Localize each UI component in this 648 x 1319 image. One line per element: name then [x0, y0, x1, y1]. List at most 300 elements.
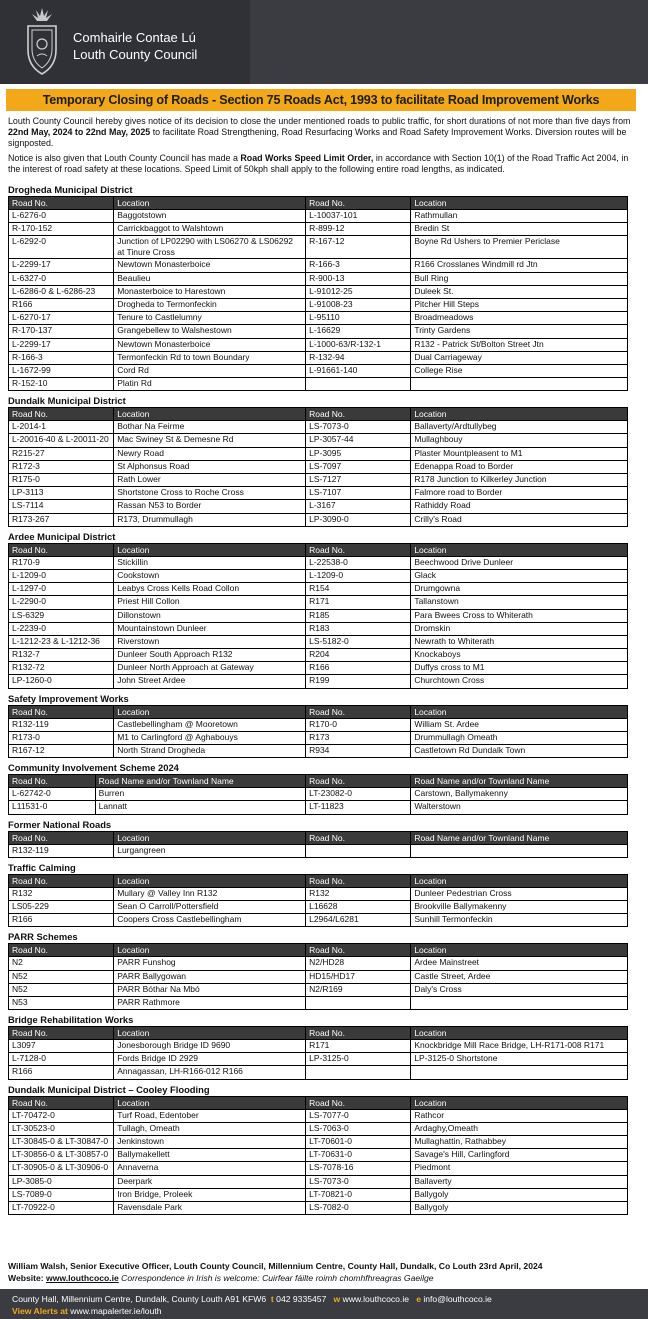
column-header: Road No. — [306, 1027, 411, 1040]
road-number-cell: LT-70922-0 — [9, 1201, 114, 1214]
road-number-cell: R-170-152 — [9, 223, 114, 236]
location-cell: Duleek St. — [411, 285, 628, 298]
table-row — [9, 259, 628, 272]
notice-paragraph-2 — [8, 153, 640, 175]
table-row — [9, 1066, 628, 1079]
table-row — [9, 745, 628, 758]
location-cell: Churchtown Cross — [411, 675, 628, 688]
location-cell: Grangebellew to Walshestown — [114, 325, 306, 338]
road-number-cell: L-6270-17 — [9, 312, 114, 325]
road-number-cell: LS-7078-16 — [306, 1162, 411, 1175]
road-number-cell: R166 — [9, 298, 114, 311]
website-label: Website: — [8, 1272, 44, 1283]
section-title: Dundalk Municipal District – Cooley Flooding — [8, 1083, 210, 1095]
road-number-cell: R173-267 — [9, 513, 114, 526]
location-cell: Pitcher Hill Steps — [411, 298, 628, 311]
road-number-cell: LS-5182-0 — [306, 635, 411, 648]
road-number-cell: L2964/L6281 — [306, 914, 411, 927]
table-row — [9, 983, 628, 996]
road-number-cell: LS-7073-0 — [306, 1175, 411, 1188]
table-row — [9, 1188, 628, 1201]
location-cell: Castle Street, Ardee — [411, 970, 628, 983]
road-number-cell: L-7128-0 — [9, 1053, 114, 1066]
table-row — [9, 957, 628, 970]
web-label: w — [333, 1294, 341, 1304]
column-header: Location — [411, 1027, 628, 1040]
road-number-cell: LS-7097 — [306, 460, 411, 473]
road-table — [8, 943, 628, 1010]
column-header: Road No. — [306, 874, 411, 887]
table-row — [9, 844, 628, 857]
location-cell: Tullagh, Omeath — [114, 1122, 306, 1135]
road-number-cell: L-6327-0 — [9, 272, 114, 285]
road-number-cell: R-152-10 — [9, 378, 114, 391]
location-cell: Rathmullan — [411, 210, 628, 223]
location-cell: LP-3125-0 Shortstone — [411, 1053, 628, 1066]
location-cell: Para Bwees Cross to Whiterath — [411, 609, 628, 622]
table-row — [9, 236, 628, 259]
road-number-cell: L-95110 — [306, 312, 411, 325]
website-link[interactable]: www.louthcoco.ie — [46, 1272, 119, 1283]
speed-limit-order: Road Works Speed Limit Order, — [240, 153, 374, 163]
table-row — [9, 801, 628, 814]
table-row — [9, 788, 628, 801]
road-number-cell: LS-7089-0 — [9, 1188, 114, 1201]
location-cell: Brookville Ballymakenny — [411, 900, 628, 913]
road-number-cell: LP-3095 — [306, 447, 411, 460]
location-cell: Knockaboys — [411, 649, 628, 662]
road-table — [8, 831, 628, 858]
location-cell: Cookstown — [114, 569, 306, 582]
road-number-cell — [306, 1066, 411, 1079]
road-number-cell: R171 — [306, 1040, 411, 1053]
road-table — [8, 407, 628, 527]
location-cell: Lurgangreen — [114, 844, 306, 857]
council-name-irish: Comhairle Contae Lú — [73, 30, 196, 45]
location-cell: College Rise — [411, 364, 628, 377]
column-header: Location — [114, 408, 306, 421]
footer-contact-line — [12, 1294, 492, 1304]
location-cell: Stickillin — [114, 556, 306, 569]
column-header: Road No. — [306, 1096, 411, 1109]
table-row — [9, 900, 628, 913]
notice-dates: 22nd May, 2024 to 22nd May, 2025 — [8, 127, 151, 138]
location-cell: St Alphonsus Road — [114, 460, 306, 473]
road-number-cell: R204 — [306, 649, 411, 662]
footer-address: County Hall, Millennium Centre, Dundalk, County Louth A91 KFW6 — [12, 1294, 267, 1304]
footer-phone[interactable]: 042 9335457 — [276, 1294, 327, 1304]
location-cell: Mountainstown Dunleer — [114, 622, 306, 635]
location-cell: Jenkinstown — [114, 1136, 306, 1149]
table-row — [9, 421, 628, 434]
table-row — [9, 513, 628, 526]
column-header: Road No. — [9, 1027, 114, 1040]
road-number-cell: L-1000-63/R-132-1 — [306, 338, 411, 351]
location-cell: Glack — [411, 569, 628, 582]
road-number-cell: R167-12 — [9, 745, 114, 758]
column-header: Location — [411, 408, 628, 421]
column-header: Location — [411, 705, 628, 718]
table-row — [9, 996, 628, 1009]
road-number-cell — [306, 996, 411, 1009]
location-cell: North Strand Drogheda — [114, 745, 306, 758]
location-cell: Lannatt — [95, 801, 305, 814]
column-header: Road No. — [9, 197, 114, 210]
column-header: Location — [411, 874, 628, 887]
notice-p2-text-a: Notice is also given that Louth County Council has made a — [8, 153, 241, 163]
road-number-cell: L-16629 — [306, 325, 411, 338]
column-header: Location — [114, 1096, 306, 1109]
road-number-cell: LS-7073-0 — [306, 421, 411, 434]
location-cell: Ballygoly — [411, 1201, 628, 1214]
notice-headline: Temporary Closing of Roads - Section 75 Roads Act, 1993 to facilitate Road Improvement Works — [6, 89, 636, 111]
location-cell: Dromskin — [411, 622, 628, 635]
road-number-cell: R215-27 — [9, 447, 114, 460]
location-cell: Carrickbaggot to Walshtown — [114, 223, 306, 236]
road-number-cell: L-6292-0 — [9, 236, 114, 259]
location-cell: Platin Rd — [114, 378, 306, 391]
table-row — [9, 312, 628, 325]
column-header: Location — [114, 705, 306, 718]
road-number-cell: LP-3085-0 — [9, 1175, 114, 1188]
column-header: Location — [114, 1027, 306, 1040]
road-number-cell: R132-72 — [9, 662, 114, 675]
location-cell: Tenure to Castlelumny — [114, 312, 306, 325]
road-number-cell: R173 — [306, 731, 411, 744]
road-number-cell: N2/R169 — [306, 983, 411, 996]
location-cell: Newrath to Whiterath — [411, 635, 628, 648]
table-row — [9, 970, 628, 983]
footer-web[interactable]: www.louthcoco.ie — [342, 1294, 410, 1304]
road-table — [8, 874, 628, 928]
column-header: Road No. — [9, 543, 114, 556]
table-row — [9, 272, 628, 285]
location-cell: Savage's Hill, Carlingford — [411, 1149, 628, 1162]
council-logo-block — [0, 0, 250, 84]
location-cell: Bredin St — [411, 223, 628, 236]
column-header: Road No. — [9, 1096, 114, 1109]
road-number-cell: R170-0 — [306, 718, 411, 731]
table-row — [9, 285, 628, 298]
table-row — [9, 556, 628, 569]
road-number-cell: L-1209-0 — [306, 569, 411, 582]
location-cell: Dunleer South Approach R132 — [114, 649, 306, 662]
location-cell: Dunleer Pedestrian Cross — [411, 887, 628, 900]
column-header: Location — [114, 831, 306, 844]
section-title: Bridge Rehabilitation Works — [8, 1014, 134, 1026]
location-cell: M1 to Carlingford @ Aghabouys — [114, 731, 306, 744]
column-header: Road No. — [306, 543, 411, 556]
location-cell: PARR Bóthar Na Mbó — [114, 983, 306, 996]
road-number-cell: L-1672-99 — [9, 364, 114, 377]
location-cell: Rath Lower — [114, 474, 306, 487]
column-header: Location — [114, 944, 306, 957]
column-header: Road No. — [9, 944, 114, 957]
road-number-cell: R199 — [306, 675, 411, 688]
road-number-cell: L-10037-101 — [306, 210, 411, 223]
location-cell: Ballaverty/Ardtullybeg — [411, 421, 628, 434]
location-cell: Bull Ring — [411, 272, 628, 285]
road-number-cell: LP-3113 — [9, 487, 114, 500]
road-number-cell: L-91661-140 — [306, 364, 411, 377]
location-cell: Crilly's Road — [411, 513, 628, 526]
road-number-cell: N52 — [9, 970, 114, 983]
table-row — [9, 351, 628, 364]
location-cell: Sunhill Termonfeckin — [411, 914, 628, 927]
table-row — [9, 718, 628, 731]
road-table — [8, 543, 628, 689]
location-cell: Knockbridge Mill Race Bridge, LH-R171-008 R171 — [411, 1040, 628, 1053]
location-cell: Newry Road — [114, 447, 306, 460]
location-cell: Castlebellingham @ Mooretown — [114, 718, 306, 731]
location-cell: R166 Crosslanes Windmill rd Jtn — [411, 259, 628, 272]
table-row — [9, 364, 628, 377]
table-row — [9, 914, 628, 927]
column-header: Location — [411, 543, 628, 556]
road-number-cell: N53 — [9, 996, 114, 1009]
location-cell: Burren — [95, 788, 305, 801]
location-cell: Castletown Rd Dundalk Town — [411, 745, 628, 758]
header-bar — [0, 0, 648, 84]
column-header: Location — [114, 543, 306, 556]
road-number-cell: LS-6329 — [9, 609, 114, 622]
road-number-cell: R132 — [9, 887, 114, 900]
table-row — [9, 583, 628, 596]
road-number-cell — [306, 844, 411, 857]
location-cell: Carstown, Ballymakenny — [411, 788, 628, 801]
table-row — [9, 1175, 628, 1188]
road-number-cell: L-2290-0 — [9, 596, 114, 609]
alerts-link[interactable]: www.mapalerter.ie/louth — [70, 1306, 162, 1316]
table-row — [9, 338, 628, 351]
road-number-cell: L-6286-0 & L-6286-23 — [9, 285, 114, 298]
road-number-cell: R166 — [9, 1066, 114, 1079]
road-number-cell: L-91008-23 — [306, 298, 411, 311]
table-row — [9, 731, 628, 744]
location-cell: Shortstone Cross to Roche Cross — [114, 487, 306, 500]
location-cell: Leabys Cross Kells Road Collon — [114, 583, 306, 596]
location-cell: Riverstown — [114, 635, 306, 648]
irish-correspondence-note: Correspondence in Irish is welcome: Cuirfear fáilte roimh chomhfhreagras Gaeilge — [121, 1272, 434, 1283]
footer-email[interactable]: info@louthcoco.ie — [423, 1294, 492, 1304]
road-number-cell: R166 — [306, 662, 411, 675]
location-cell: Turf Road, Edentober — [114, 1109, 306, 1122]
location-cell: Beaulieu — [114, 272, 306, 285]
road-number-cell: L-2239-0 — [9, 622, 114, 635]
location-cell: Drummullagh Omeath — [411, 731, 628, 744]
location-cell: Mullaghattin, Rathabbey — [411, 1136, 628, 1149]
notice-p1-text-b: to facilitate Road Strengthening, Road Resurfacing Works and Road Safety Improvement Works. Diversion routes will be signposted. — [8, 127, 627, 149]
section-title: Former National Roads — [8, 818, 112, 830]
notice-p2-text-b: in accordance with Section 10(1) of the Road Traffic Act 2004, in the interest of road safety at these locations. Speed Limit of 50kph shall apply to the following entire road lengths, as indicated. — [8, 153, 629, 175]
column-header: Road No. — [306, 831, 411, 844]
road-number-cell: L11531-0 — [9, 801, 96, 814]
road-number-cell: L-3167 — [306, 500, 411, 513]
signoff-line: William Walsh, Senior Executive Officer, Louth County Council, Millennium Centre, County Hall, Dundalk, Co Louth 23rd April, 2024 — [8, 1261, 543, 1271]
table-row — [9, 1162, 628, 1175]
location-cell: Junction of LP02290 with LS06270 & LS06292 at Tinure Cross — [114, 236, 306, 259]
road-number-cell: R132-119 — [9, 718, 114, 731]
table-row — [9, 223, 628, 236]
column-header: Road Name and/or Townland Name — [95, 775, 305, 788]
location-cell: Drogheda to Termonfeckin — [114, 298, 306, 311]
road-number-cell: R-166-3 — [306, 259, 411, 272]
table-row — [9, 649, 628, 662]
location-cell: Dillonstown — [114, 609, 306, 622]
column-header: Road No. — [306, 705, 411, 718]
location-cell: Cord Rd — [114, 364, 306, 377]
road-table — [8, 774, 628, 814]
council-crest-icon — [22, 6, 62, 78]
column-header: Location — [114, 874, 306, 887]
location-cell: Ardee Mainstreet — [411, 957, 628, 970]
table-row — [9, 474, 628, 487]
location-cell — [411, 1066, 628, 1079]
table-row — [9, 447, 628, 460]
road-number-cell: LT-70821-0 — [306, 1188, 411, 1201]
location-cell: Mullaghbouy — [411, 434, 628, 447]
email-label: e — [416, 1294, 421, 1304]
location-cell: Trinty Gardens — [411, 325, 628, 338]
road-number-cell: LP-1260-0 — [9, 675, 114, 688]
location-cell: Deerpark — [114, 1175, 306, 1188]
road-number-cell: LP-3125-0 — [306, 1053, 411, 1066]
location-cell: Rathiddy Road — [411, 500, 628, 513]
column-header: Road No. — [306, 408, 411, 421]
location-cell: PARR Rathmore — [114, 996, 306, 1009]
road-number-cell: LS-7114 — [9, 500, 114, 513]
location-cell: Iron Bridge, Proleek — [114, 1188, 306, 1201]
table-row — [9, 298, 628, 311]
location-cell: John Street Ardee — [114, 675, 306, 688]
road-number-cell: N52 — [9, 983, 114, 996]
road-number-cell: R171 — [306, 596, 411, 609]
road-number-cell: L16628 — [306, 900, 411, 913]
column-header: Road No. — [306, 775, 411, 788]
location-cell: Sean O Carroll/Pottersfield — [114, 900, 306, 913]
table-row — [9, 1136, 628, 1149]
road-tables — [8, 180, 628, 1215]
road-table — [8, 705, 628, 759]
phone-label: t — [270, 1294, 274, 1304]
location-cell: Drumgowna — [411, 583, 628, 596]
column-header: Road No. — [9, 408, 114, 421]
road-table — [8, 196, 628, 391]
road-number-cell: L-20016-40 & L-20011-20 — [9, 434, 114, 447]
location-cell: Beechwood Drive Dunleer — [411, 556, 628, 569]
location-cell: Edenappa Road to Border — [411, 460, 628, 473]
road-number-cell: N2 — [9, 957, 114, 970]
road-number-cell: R132-7 — [9, 649, 114, 662]
column-header: Road Name and/or Townland Name — [411, 831, 628, 844]
road-number-cell: R934 — [306, 745, 411, 758]
road-number-cell: L-2299-17 — [9, 338, 114, 351]
location-cell: Priest Hill Collon — [114, 596, 306, 609]
road-number-cell: LS-7077-0 — [306, 1109, 411, 1122]
table-row — [9, 1109, 628, 1122]
column-header: Road No. — [306, 944, 411, 957]
road-number-cell: L-1209-0 — [9, 569, 114, 582]
section-title: Community Involvement Scheme 2024 — [8, 762, 179, 774]
road-number-cell: R172-3 — [9, 460, 114, 473]
road-table — [8, 1096, 628, 1216]
location-cell: Newtown Monasterboice — [114, 338, 306, 351]
location-cell: Tallanstown — [411, 596, 628, 609]
location-cell: Plaster Mountpleasent to M1 — [411, 447, 628, 460]
location-cell — [411, 996, 628, 1009]
table-row — [9, 1040, 628, 1053]
column-header: Location — [411, 1096, 628, 1109]
road-number-cell: LT-70472-0 — [9, 1109, 114, 1122]
column-header: Location — [411, 197, 628, 210]
location-cell: Ballymakellett — [114, 1149, 306, 1162]
column-header: Road No. — [9, 705, 114, 718]
footer-bar — [0, 1289, 648, 1319]
table-row — [9, 210, 628, 223]
location-cell: Jonesborough Bridge ID 9690 — [114, 1040, 306, 1053]
location-cell: Annaverna — [114, 1162, 306, 1175]
location-cell: Ardaghy,Omeath — [411, 1122, 628, 1135]
location-cell: PARR Funshog — [114, 957, 306, 970]
road-number-cell: LS-7107 — [306, 487, 411, 500]
location-cell — [411, 844, 628, 857]
location-cell: R178 Junction to Kilkerley Junction — [411, 474, 628, 487]
road-number-cell: LS05-229 — [9, 900, 114, 913]
table-row — [9, 622, 628, 635]
table-row — [9, 325, 628, 338]
road-number-cell: R185 — [306, 609, 411, 622]
road-number-cell: L-1212-23 & L-1212-36 — [9, 635, 114, 648]
table-row — [9, 378, 628, 391]
road-number-cell: L-2299-17 — [9, 259, 114, 272]
location-cell: Duffys cross to M1 — [411, 662, 628, 675]
road-number-cell: LS-7082-0 — [306, 1201, 411, 1214]
location-cell — [411, 378, 628, 391]
location-cell: PARR Ballygowan — [114, 970, 306, 983]
section-title: Drogheda Municipal District — [8, 184, 133, 195]
location-cell: Ballaverty — [411, 1175, 628, 1188]
location-cell: Ravensdale Park — [114, 1201, 306, 1214]
location-cell: R132 - Patrick St/Bolton Street Jtn — [411, 338, 628, 351]
column-header: Road No. — [9, 874, 114, 887]
location-cell: Daly's Cross — [411, 983, 628, 996]
table-row — [9, 635, 628, 648]
road-number-cell: LT-70631-0 — [306, 1149, 411, 1162]
table-row — [9, 500, 628, 513]
location-cell: William St. Ardee — [411, 718, 628, 731]
road-number-cell: L-22538-0 — [306, 556, 411, 569]
table-row — [9, 675, 628, 688]
location-cell: Rassan N53 to Border — [114, 500, 306, 513]
notice-paragraph-1 — [8, 116, 640, 150]
table-row — [9, 1122, 628, 1135]
section-title: PARR Schemes — [8, 931, 78, 943]
road-number-cell: L3097 — [9, 1040, 114, 1053]
road-number-cell: R-132-94 — [306, 351, 411, 364]
road-number-cell: LT-23082-0 — [306, 788, 411, 801]
road-number-cell — [306, 378, 411, 391]
location-cell: Rathcor — [411, 1109, 628, 1122]
road-number-cell: LT-30845-0 & LT-30847-0 — [9, 1136, 114, 1149]
footer-alerts-line — [12, 1306, 162, 1316]
section-title: Traffic Calming — [8, 861, 76, 873]
location-cell: Boyne Rd Ushers to Premier Periclase — [411, 236, 628, 259]
road-number-cell: LT-30523-0 — [9, 1122, 114, 1135]
table-row — [9, 460, 628, 473]
location-cell: Broadmeadows — [411, 312, 628, 325]
road-number-cell: R-900-13 — [306, 272, 411, 285]
column-header: Road No. — [306, 197, 411, 210]
